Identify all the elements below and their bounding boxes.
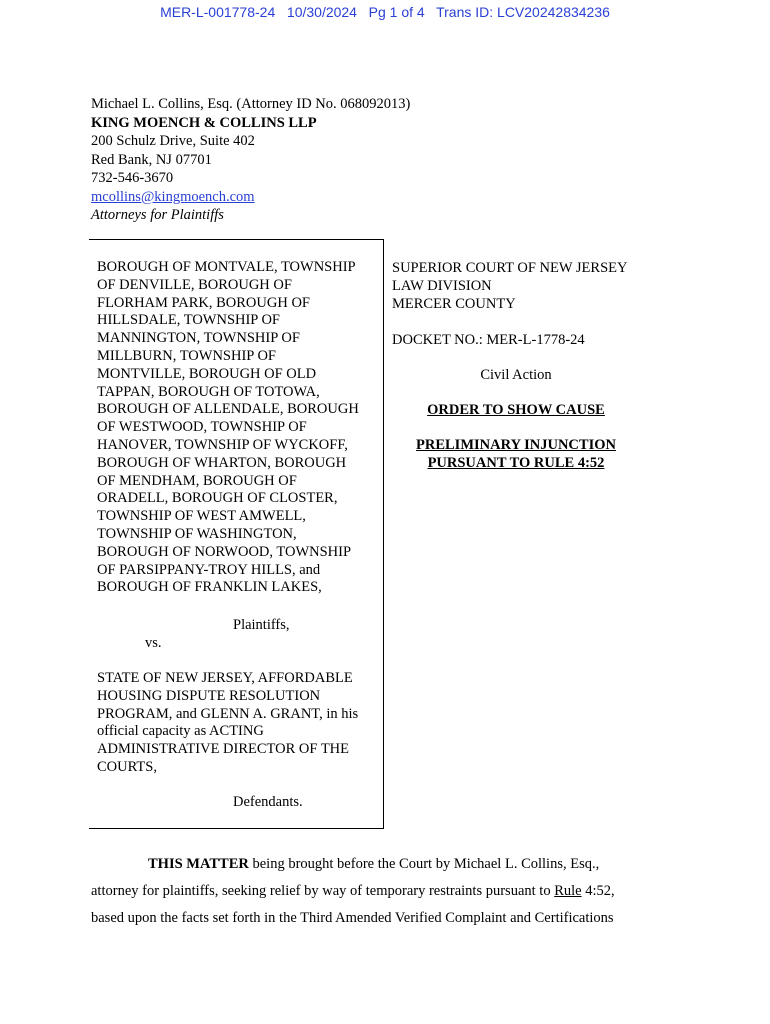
plaintiff-line: HILLSDALE, TOWNSHIP OF bbox=[97, 312, 280, 329]
court-line: MERCER COUNTY bbox=[392, 296, 516, 312]
defendant-line: ADMINISTRATIVE DIRECTOR OF THE bbox=[97, 741, 350, 758]
plaintiff-line: MONTVILLE, BOROUGH OF OLD bbox=[97, 365, 317, 382]
plaintiff-line: MANNINGTON, TOWNSHIP OF bbox=[97, 330, 300, 347]
attorney-name: Michael L. Collins, Esq. (Attorney ID No. 068092013) bbox=[91, 96, 411, 112]
subtitle-line-1: PRELIMINARY INJUNCTION bbox=[416, 437, 616, 453]
defendant-line: COURTS, bbox=[97, 758, 157, 775]
defendants-list bbox=[97, 670, 379, 777]
lead-phrase: THIS MATTER bbox=[148, 856, 249, 872]
plaintiff-line: OF DENVILLE, BOROUGH OF bbox=[97, 276, 292, 293]
defendant-line: HOUSING DISPUTE RESOLUTION bbox=[97, 687, 321, 704]
plaintiff-line: ORADELL, BOROUGH OF CLOSTER, bbox=[97, 490, 338, 507]
court-name bbox=[392, 259, 662, 313]
body-line-2-text: attorney for plaintiffs, seeking relief by way of temporary restraints pursuant to bbox=[91, 883, 555, 899]
court-line: LAW DIVISION bbox=[392, 278, 492, 294]
court-caption bbox=[392, 259, 662, 472]
plaintiff-line: OF MENDHAM, BOROUGH OF bbox=[97, 472, 297, 489]
rule-reference: Rule bbox=[554, 883, 582, 899]
attorney-block bbox=[91, 95, 410, 225]
document-title-text: ORDER TO SHOW CAUSE bbox=[427, 402, 605, 418]
body-line-1-rest: being brought before the Court by Michael L. Collins, Esq., bbox=[248, 856, 600, 872]
address-line-1: 200 Schulz Drive, Suite 402 bbox=[91, 133, 255, 149]
document-subtitle bbox=[392, 436, 640, 472]
law-firm: KING MOENCH & COLLINS LLP bbox=[91, 114, 317, 131]
plaintiff-line: BOROUGH OF WHARTON, BOROUGH bbox=[97, 454, 347, 471]
order-body bbox=[91, 851, 651, 932]
address-line-2: Red Bank, NJ 07701 bbox=[91, 151, 212, 168]
plaintiff-line: TOWNSHIP OF WEST AMWELL, bbox=[97, 508, 306, 525]
plaintiff-line: TAPPAN, BOROUGH OF TOTOWA, bbox=[97, 383, 320, 400]
action-type: Civil Action bbox=[480, 367, 552, 383]
court-line: SUPERIOR COURT OF NEW JERSEY bbox=[392, 260, 628, 276]
plaintiff-line: BOROUGH OF ALLENDALE, BOROUGH bbox=[97, 401, 359, 418]
attorney-role: Attorneys for Plaintiffs bbox=[91, 207, 224, 223]
body-line-1 bbox=[91, 851, 651, 878]
plaintiff-line: BOROUGH OF MONTVALE, TOWNSHIP bbox=[97, 259, 356, 275]
body-line-2-end: 4:52, bbox=[581, 883, 615, 899]
plaintiffs-list bbox=[97, 259, 379, 597]
body-line-3: based upon the facts set forth in the Third Amended Verified Complaint and Certifications bbox=[91, 910, 614, 926]
plaintiffs-label: Plaintiffs, bbox=[233, 617, 290, 633]
plaintiff-line: BOROUGH OF NORWOOD, TOWNSHIP bbox=[97, 543, 352, 560]
docket-number: DOCKET NO.: MER-L-1778-24 bbox=[392, 332, 585, 348]
plaintiff-line: HANOVER, TOWNSHIP OF WYCKOFF, bbox=[97, 436, 348, 453]
email-link[interactable]: mcollins@kingmoench.com bbox=[91, 188, 255, 205]
defendant-line: official capacity as ACTING bbox=[97, 723, 264, 740]
plaintiff-line: TOWNSHIP OF WASHINGTON, bbox=[97, 525, 297, 542]
defendants-label: Defendants. bbox=[233, 794, 303, 810]
plaintiff-line: OF WESTWOOD, TOWNSHIP OF bbox=[97, 419, 307, 436]
plaintiff-line: FLORHAM PARK, BOROUGH OF bbox=[97, 294, 310, 311]
subtitle-line-2: PURSUANT TO RULE 4:52 bbox=[427, 455, 605, 471]
versus-label: vs. bbox=[145, 635, 162, 651]
defendant-line: STATE OF NEW JERSEY, AFFORDABLE bbox=[97, 670, 353, 686]
plaintiff-line: BOROUGH OF FRANKLIN LAKES, bbox=[97, 579, 322, 596]
caption-parties-box bbox=[89, 239, 384, 829]
body-line-2 bbox=[91, 878, 651, 905]
phone-number: 732-546-3670 bbox=[91, 170, 174, 186]
filing-stamp: MER-L-001778-24 10/30/2024 Pg 1 of 4 Trans ID: LCV20242834236 bbox=[160, 4, 610, 20]
plaintiff-line: MILLBURN, TOWNSHIP OF bbox=[97, 347, 276, 364]
document-title bbox=[392, 401, 640, 419]
plaintiff-line: OF PARSIPPANY-TROY HILLS, and bbox=[97, 561, 321, 578]
defendant-line: PROGRAM, and GLENN A. GRANT, in his bbox=[97, 705, 359, 722]
